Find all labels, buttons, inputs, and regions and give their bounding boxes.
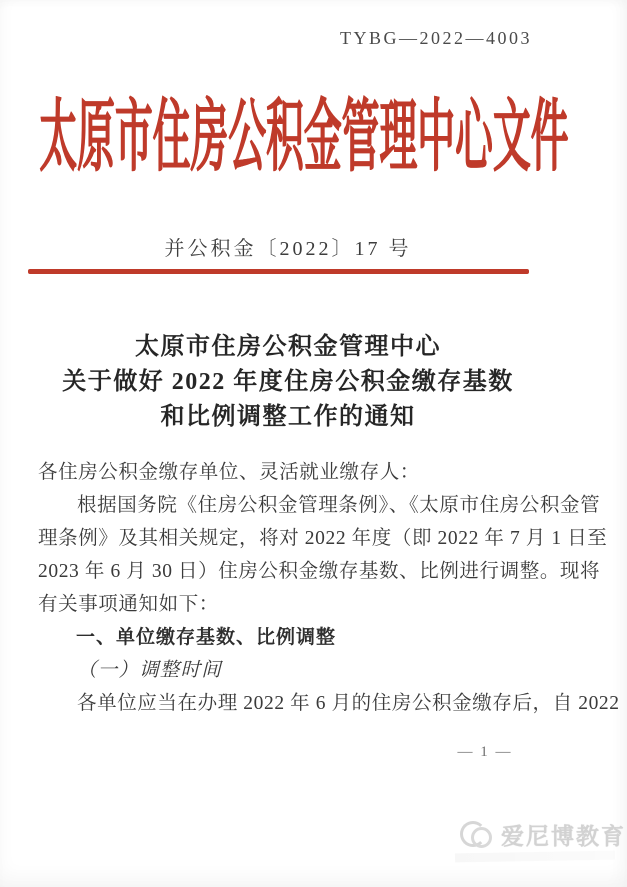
body-line: 2023 年 6 月 30 日）住房公积金缴存基数、比例进行调整。现将 — [38, 561, 601, 582]
document-number: 并公积金〔2022〕17 号 — [164, 238, 412, 260]
watermark-circles-icon — [460, 820, 494, 850]
page-number: — 1 — — [457, 744, 513, 760]
red-header-title: 太原市住房公积金管理中心文件 — [39, 93, 569, 181]
section-heading: 一、单位缴存基数、比例调整 — [76, 627, 337, 648]
red-divider-line — [28, 269, 529, 274]
scan-artifact — [455, 851, 615, 863]
notice-title-line: 和比例调整工作的通知 — [160, 404, 416, 430]
notice-title-line: 关于做好 2022 年度住房公积金缴存基数 — [62, 369, 514, 395]
body-line: 理条例》及其相关规定，将对 2022 年度（即 2022 年 7 月 1 日至 — [38, 528, 608, 549]
notice-title — [33, 330, 543, 435]
document-code: TYBG—2022—4003 — [340, 28, 532, 48]
body-line: 有关事项通知如下： — [38, 594, 219, 615]
salutation-line: 各住房公积金缴存单位、灵活就业缴存人： — [38, 462, 420, 483]
body-line: 各单位应当在办理 2022 年 6 月的住房公积金缴存后，自 2022 — [77, 693, 620, 714]
document-body — [38, 456, 620, 720]
subsection-heading: （一）调整时间 — [77, 660, 222, 681]
notice-title-line: 太原市住房公积金管理中心 — [135, 334, 441, 360]
body-line: 根据国务院《住房公积金管理条例》、《太原市住房公积金管 — [77, 495, 601, 516]
watermark-label: 爱尼博教育 — [501, 823, 626, 849]
watermark — [460, 818, 626, 851]
